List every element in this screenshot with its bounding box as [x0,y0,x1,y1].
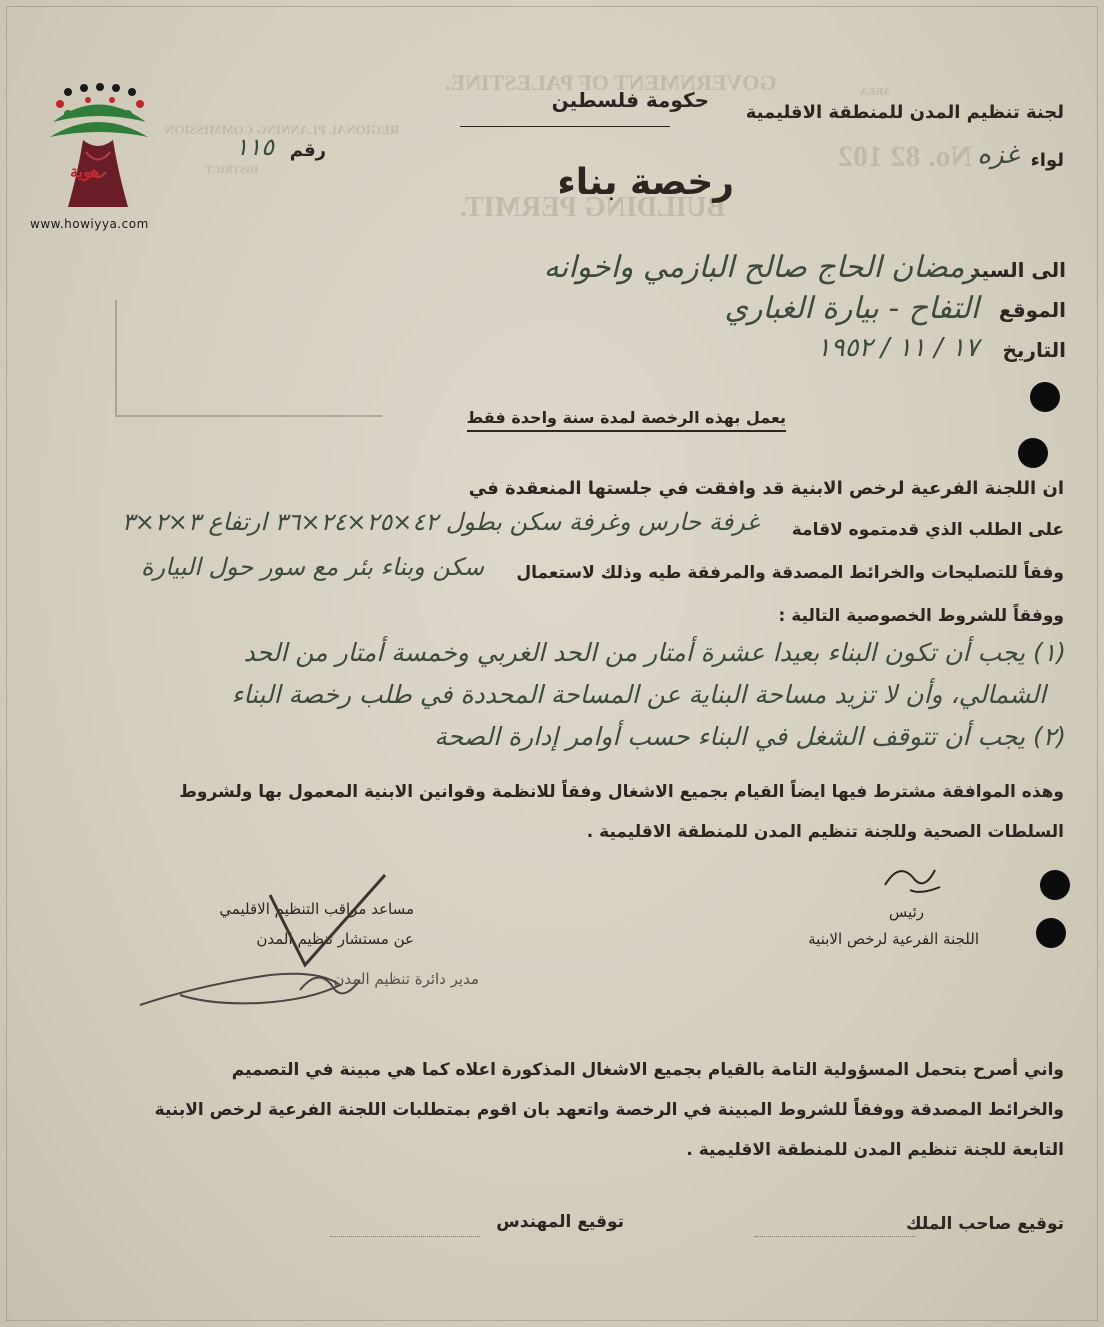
government-name: حكومة فلسطين [551,88,709,112]
howiyya-logo [28,82,168,232]
permit-title: رخصة بناء [557,162,734,203]
ghost-serial: No. 82 102 [838,140,973,173]
watermark-name: هوية [70,162,100,181]
tree-logo-icon [28,82,168,232]
ghost-committee: REGIONAL PLANNING COMMISSION [165,122,400,137]
condition-2: (٢) يجب أن تتوقف الشغل في البناء حسب أوامر إدارة الصحة [434,722,1066,751]
owner-signature-label: توقيع صاحب الملك [906,1214,1064,1234]
punch-hole [1040,870,1070,900]
paragraph-2-line-1: وهذه الموافقة مشترط فيها ايضاً القيام بجميع الاشغال وفقاً للانظمة وقوانين الابنية المعمول بها ولشروط [179,782,1064,802]
date-value: ١٧ / ١١ / ١٩٥٢ [816,333,979,363]
body-line-4: ووفقاً للشروط الخصوصية التالية : [778,606,1064,626]
district-value: غزه [977,140,1019,170]
assistant-title: مساعد مراقب التنظيم الاقليمي [219,900,414,918]
district-label: لواء [1030,150,1064,171]
body-line-2-printed: على الطلب الذي قدمتموه لاقامة [791,520,1064,540]
punch-hole [1018,438,1048,468]
to-label: الى السيد [970,258,1066,282]
body-line-3-printed: وفقاً للتصليحات والخرائط المصدقة والمرفقة طيه وذلك لاستعمال [516,563,1064,583]
on-behalf-title: عن مستشار تنظيم المدن [256,930,414,948]
watermark-site: www.howiyya.com [30,217,149,231]
punch-hole [1030,382,1060,412]
ghost-title: BUILDING PERMIT. [460,192,726,223]
president-committee: اللجنة الفرعية لرخص الابنية [808,930,979,948]
location-value: التفاح - بيارة الغباري [724,291,979,326]
body-line-1: ان اللجنة الفرعية لرخص الابنية قد وافقت في جلستها المنعقدة في [468,478,1064,499]
stamp-outline [115,300,382,417]
paragraph-2-line-2: السلطات الصحية وللجنة تنظيم المدن للمنطقة الاقليمية . [586,822,1064,842]
ghost-district: DISTRICT [205,164,259,176]
body-line-3-hand: سكن وبناء بئر مع سور حول البيارة [140,553,484,581]
condition-1a: (١) يجب أن تكون البناء بعيدا عشرة أمتار من الحد الغربي وخمسة أمتار من الحد [243,638,1066,667]
engineer-signature-line [330,1236,480,1237]
director-title: مدير دائرة تنظيم المدن [333,970,479,988]
declaration-line-1: واني أصرح بتحمل المسؤولية التامة بالقيام بجميع الاشغال المذكورة اعلاه كما هي مبينة في التصميم [231,1060,1064,1080]
ghost-area: AREA [860,86,892,98]
declaration-line-3: التابعة للجنة تنظيم المدن للمنطقة الاقليمية . [686,1140,1064,1160]
president-signature-icon [880,855,950,900]
number-label: رقم [289,140,326,161]
date-label: التاريخ [1002,338,1066,362]
checkmark-signature-icon [120,855,440,1020]
validity-note: يعمل بهذه الرخصة لمدة سنة واحدة فقط [467,408,786,432]
committee-name: لجنة تنظيم المدن للمنطقة الاقليمية [745,102,1064,123]
ghost-government: GOVERNMENT OF PALESTINE. [445,70,777,95]
body-line-2-hand: غرفة حارس وغرفة سكن بطول ٤٢×٢٥×٢٤×٣٦ ارتفاع ٣×٢×٣ [121,508,759,536]
punch-hole [1036,918,1066,948]
engineer-signature-label: توقيع المهندس [496,1212,624,1232]
declaration-line-2: والخرائط المصدقة ووفقاً للشروط المبينة في الرخصة واتعهد بان اقوم بمتطلبات اللجنة الفرعية لرخص الابنية [154,1100,1064,1120]
condition-1b: الشمالي، وأن لا تزيد مساحة البناية عن المساحة المحددة في طلب رخصة البناء [231,680,1046,709]
number-value: ١١٥ [235,133,274,161]
owner-signature-line [755,1236,915,1237]
to-value: رمضان الحاج صالح البازمي واخوانه [543,250,979,285]
government-underline [460,126,670,127]
location-label: الموقع [998,298,1066,322]
president-title: رئيس [888,903,924,921]
